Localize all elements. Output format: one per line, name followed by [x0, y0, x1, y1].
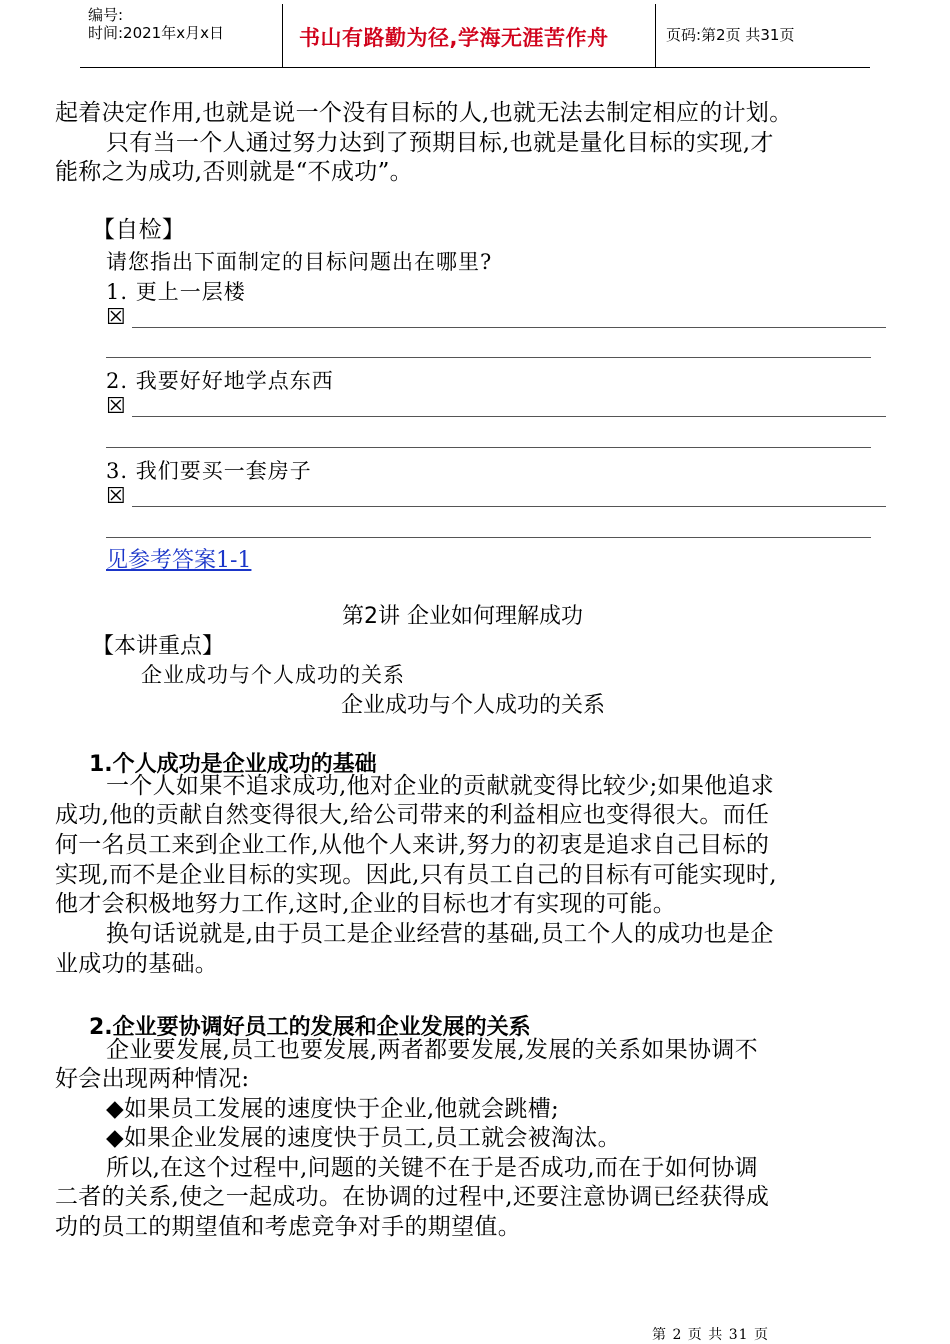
- intro-line-1: 起着决定作用,也就是说一个没有目标的人,也就无法去制定相应的计划。: [55, 100, 793, 126]
- answer-line-1a[interactable]: [132, 327, 886, 328]
- header-page-info: 页码:第2页 共31页: [666, 26, 795, 44]
- section-1-line-1: 一个人如果不追求成功,他对企业的贡献就变得比较少;如果他追求: [106, 773, 775, 799]
- section-1-line-5: 他才会积极地努力工作,这时,企业的目标也才有实现的可能。: [55, 891, 677, 917]
- answer-line-2b[interactable]: [106, 447, 871, 448]
- section-1-line-6: 换句话说就是,由于员工是企业经营的基础,员工个人的成功也是企: [106, 921, 774, 947]
- section-2-line-2: 好会出现两种情况:: [55, 1066, 250, 1092]
- header-divider-left: [282, 4, 283, 67]
- section-title: 企业成功与个人成功的关系: [341, 693, 606, 718]
- section-2-bullet-2: ◆如果企业发展的速度快于员工,员工就会被淘汰。: [106, 1125, 621, 1151]
- header-date: 时间:2021年x月x日: [88, 24, 224, 42]
- section-1-heading: 1.个人成功是企业成功的基础: [89, 752, 377, 777]
- section-1-line-4: 实现,而不是企业目标的实现。因此,只有员工自己的目标有可能实现时,: [55, 862, 777, 888]
- lecture-title: 第2讲 企业如何理解成功: [342, 604, 583, 629]
- section-1-line-7: 业成功的基础。: [55, 951, 219, 977]
- checkbox-x-icon-1[interactable]: ☒: [106, 305, 126, 330]
- section-1-line-3: 何一名员工来到企业工作,从他个人来讲,努力的初衷是追求自己目标的: [55, 832, 770, 858]
- intro-line-2: 只有当一个人通过努力达到了预期目标,也就是量化目标的实现,才: [106, 130, 774, 156]
- checkbox-x-icon-2[interactable]: ☒: [106, 394, 126, 419]
- header-number-label: 编号:: [88, 6, 124, 24]
- self-check-question: 请您指出下面制定的目标问题出在哪里?: [106, 250, 493, 274]
- section-2-line-1: 企业要发展,员工也要发展,两者都要发展,发展的关系如果协调不: [106, 1037, 758, 1063]
- page-footer: 第 2 页 共 31 页: [652, 1327, 769, 1343]
- header-divider-right: [655, 4, 656, 67]
- self-check-heading: 【自检】: [92, 217, 186, 243]
- section-2-line-6: 二者的关系,使之一起成功。在协调的过程中,还要注意协调已经获得成: [55, 1184, 770, 1210]
- answer-link[interactable]: 见参考答案1-1: [106, 548, 252, 573]
- answer-line-3b[interactable]: [106, 537, 871, 538]
- answer-line-1b[interactable]: [106, 357, 871, 358]
- header-motto: 书山有路勤为径,学海无涯苦作舟: [299, 26, 609, 50]
- section-2-heading: 2.企业要协调好员工的发展和企业发展的关系: [89, 1015, 531, 1040]
- answer-line-2a[interactable]: [132, 416, 886, 417]
- focus-heading: 【本讲重点】: [92, 634, 225, 659]
- intro-line-3: 能称之为成功,否则就是“不成功”。: [55, 159, 413, 185]
- self-check-item-1-label: 1. 更上一层楼: [106, 280, 246, 304]
- checkbox-x-icon-3[interactable]: ☒: [106, 484, 126, 509]
- focus-item: 企业成功与个人成功的关系: [141, 663, 405, 687]
- self-check-item-3-label: 3. 我们要买一套房子: [106, 459, 312, 483]
- header-bottom-rule: [80, 67, 870, 68]
- section-2-line-5: 所以,在这个过程中,问题的关键不在于是否成功,而在于如何协调: [106, 1155, 758, 1181]
- self-check-item-2-label: 2. 我要好好地学点东西: [106, 369, 334, 393]
- section-2-line-7: 功的员工的期望值和考虑竞争对手的期望值。: [55, 1214, 521, 1240]
- section-1-line-2: 成功,他的贡献自然变得很大,给公司带来的利益相应也变得很大。而任: [55, 802, 770, 828]
- answer-line-3a[interactable]: [132, 506, 886, 507]
- section-2-bullet-1: ◆如果员工发展的速度快于企业,他就会跳槽;: [106, 1096, 560, 1122]
